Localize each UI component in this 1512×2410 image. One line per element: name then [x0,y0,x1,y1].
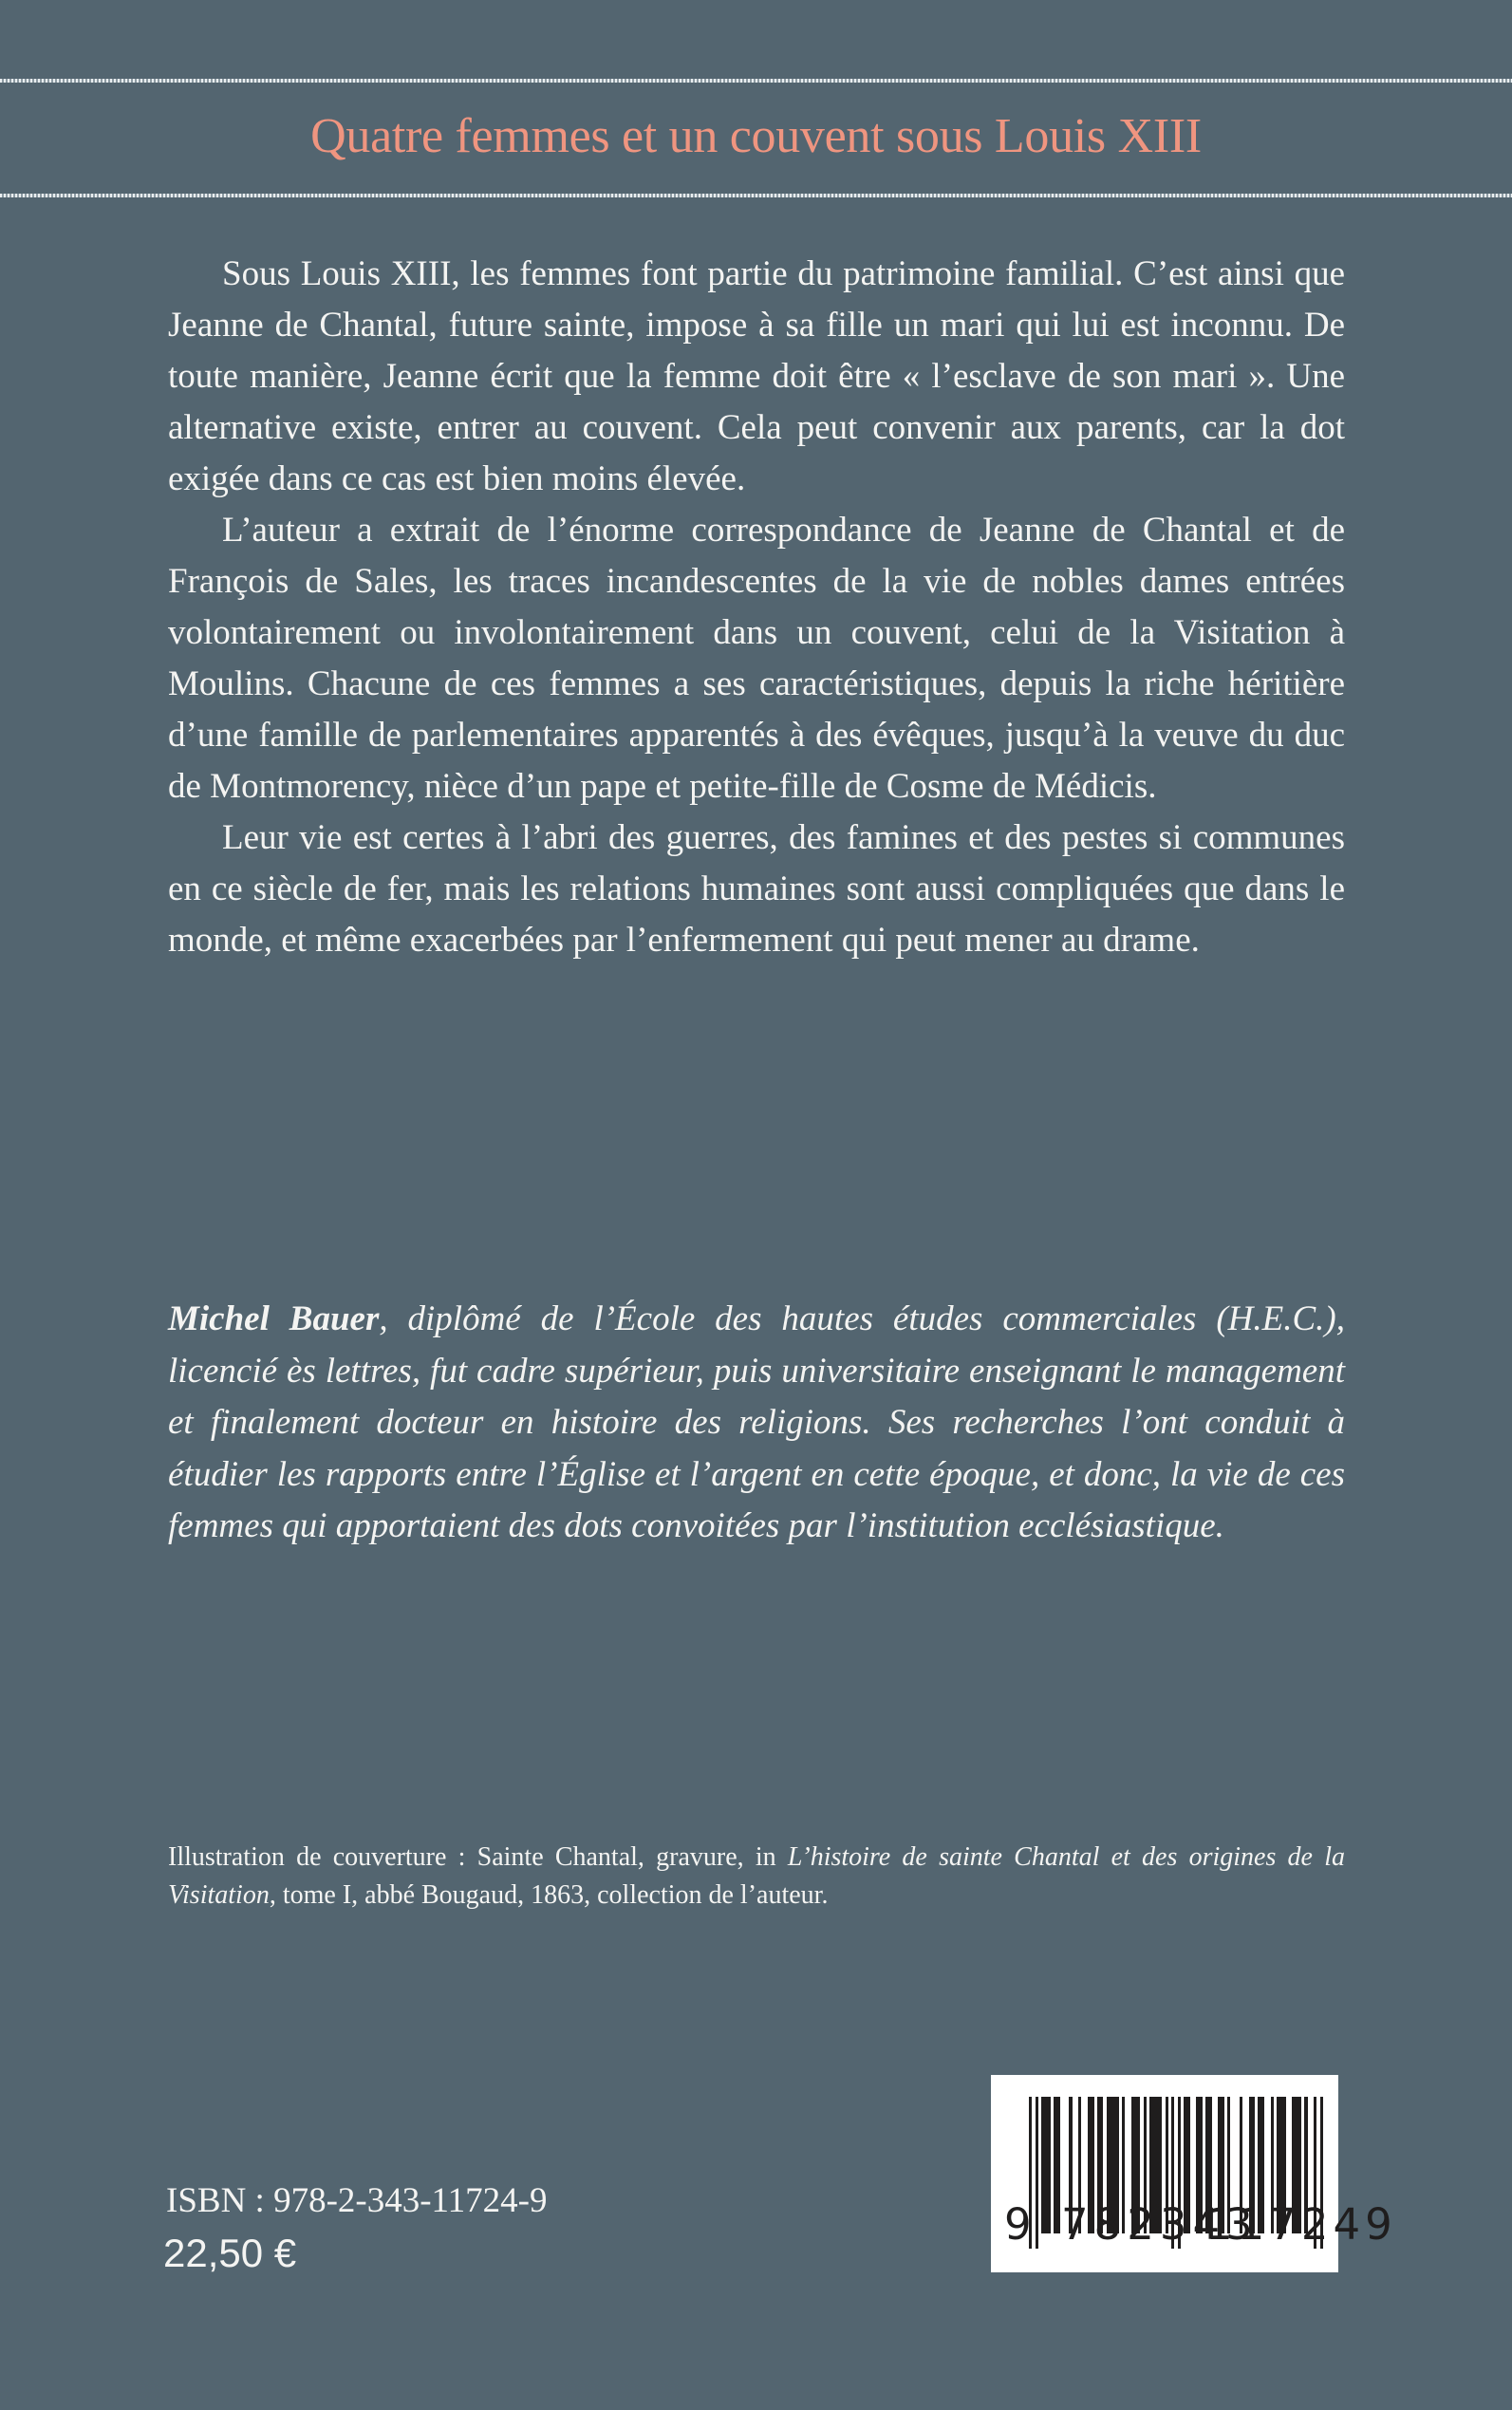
credit-book-title: L’histoire de sainte Chantal et des origines de la Visitation [168,1842,1345,1910]
blurb-paragraph: Leur vie est certes à l’abri des guerres, des famines et des pestes si communes en ce siècle de fer, mais les relations humaines sont aussi compliquées que dans le monde, et même exacerbées par l’enfermement qui peut mener au drame. [168,818,1345,960]
cover-illustration-credit [168,1839,1345,1915]
barcode-right-digits: 117249 [1205,2199,1397,2250]
blurb [168,249,1345,966]
book-title: Quatre femmes et un couvent sous Louis XIII [310,109,1202,163]
author-name: Michel Bauer [168,1299,380,1338]
price: 22,50 € [163,2231,297,2275]
barcode-left-digits: 782343 [1061,2199,1259,2250]
barcode-first-digit: 9 [1004,2199,1032,2250]
header-rule-top [0,79,1512,83]
blurb-paragraph: Sous Louis XIII, les femmes font partie du patrimoine familial. C’est ainsi que Jeanne de Chantal, future sainte, impose à sa fille un mari qui lui est inconnu. De toute manière, Jeanne écrit que la femme doit être « l’esclave de son mari ». Une alternative existe, entrer au couvent. Cela peut convenir aux parents, car la dot exigée dans ce cas est bien moins élevée. [168,254,1345,498]
blurb-paragraph: L’auteur a extrait de l’énorme correspondance de Jeanne de Chantal et de François de Sales, les traces incandescentes de la vie de nobles dames entrées volontairement ou involontairement dans un couvent, celui de la Visitation à Moulins. Chacune de ces femmes a ses caractéristiques, depuis la riche héritière d’une famille de parlementaires apparentés à des évêques, jusqu’à la veuve du duc de Montmorency, nièce d’un pape et petite-fille de Cosme de Médicis. [168,511,1345,806]
header-rule-bottom [0,194,1512,197]
author-bio [168,1294,1345,1553]
barcode-digits [991,2196,1397,2253]
credit-prefix: Illustration de couverture : Sainte Chantal, gravure, in [168,1842,788,1872]
barcode [991,2075,1397,2272]
isbn: ISBN : 978-2-343-11724-9 [166,2181,548,2220]
author-bio-text: , diplômé de l’École des hautes études commerciales (H.E.C.), licencié ès lettres, fut cadre supérieur, puis universitaire enseignant le management et finalement docteur en histoire des religions. Ses recherches l’ont conduit à étudier les rapports entre l’Église et l’argent en cette époque, et donc, la vie de ces femmes qui apportaient des dots convoitées par l’institution ecclésiastique. [168,1299,1346,1545]
credit-suffix: , tome I, abbé Bougaud, 1863, collection de l’auteur. [269,1880,829,1910]
